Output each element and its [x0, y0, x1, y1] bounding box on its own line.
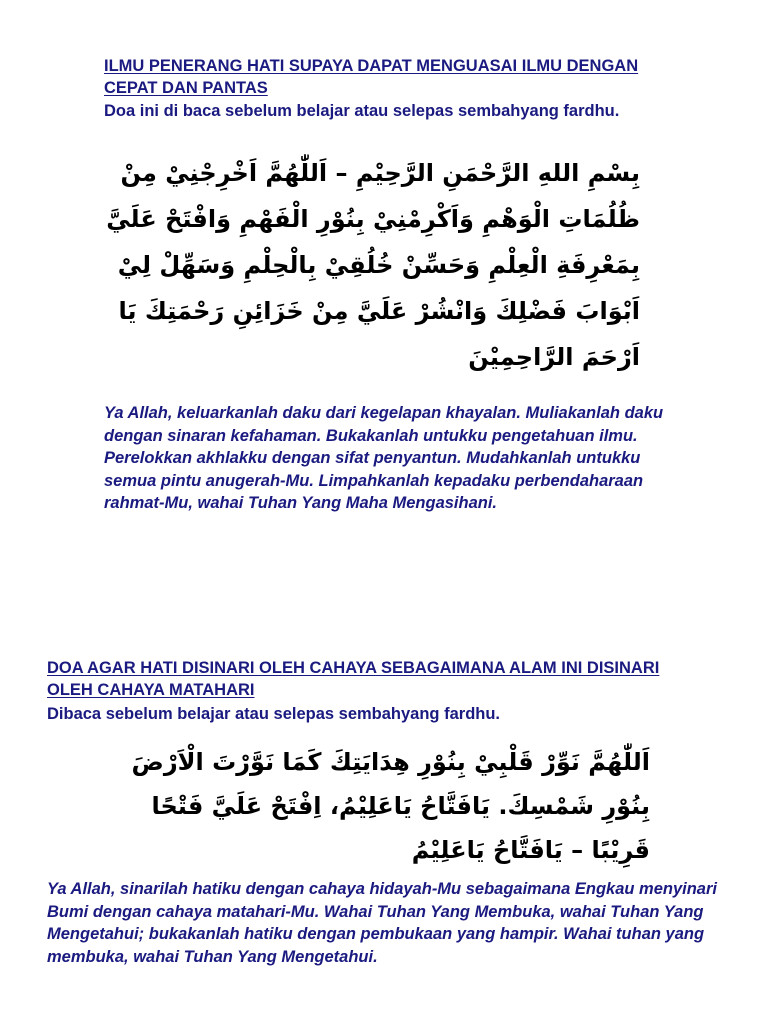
arabic-prayer-text: اَللّٰهُمَّ نَوِّرْ قَلْبِيْ بِنُوْرِ هِدَايَتِكَ كَمَا نَوَّرْتَ الْاَرْضَ بِنُوْرِ شَمْسِكَ. يَافَتَّاحُ يَاعَلِيْمُ، اِفْتَحْ عَلَيَّ فَتْحًا قَرِيْبًا – يَافَتَّاحُ يَاعَلِيْمُ — [131, 748, 650, 864]
section-title: DOA AGAR HATI DISINARI OLEH CAHAYA SEBAGAIMANA ALAM INI DISINARI OLEH CAHAYA MATAHARI — [47, 659, 660, 699]
section-instruction: Dibaca sebelum belajar atau selepas sembahyang fardhu. — [47, 705, 501, 723]
prayer-translation: Ya Allah, keluarkanlah daku dari kegelapan khayalan. Muliakanlah daku dengan sinaran kefahaman. Bukakanlah untukku pengetahuan ilmu. Perelokkan akhlakku dengan sifat penyantun. Mudahkanlah untukku semua pintu anugerah-Mu. Limpahkanlah kepadaku perbendaharaan rahmat-Mu, wahai Tuhan Yang Maha Mengasihani. — [104, 404, 664, 512]
prayer-translation: Ya Allah, sinarilah hatiku dengan cahaya hidayah-Mu sebagaimana Engkau menyinari Bumi dengan cahaya matahari-Mu. Wahai Tuhan Yang Membuka, wahai Tuhan Yang Mengetahui; bukakanlah hatiku dengan pembukaan yang hampir. Wahai tuhan yang membuka, wahai Tuhan Yang Mengetahui. — [47, 880, 717, 966]
section-instruction: Doa ini di baca sebelum belajar atau selepas sembahyang fardhu. — [104, 102, 620, 120]
section-title: ILMU PENERANG HATI SUPAYA DAPAT MENGUASAI ILMU DENGAN CEPAT DAN PANTAS — [104, 57, 639, 97]
arabic-prayer-text: بِسْمِ اللهِ الرَّحْمَنِ الرَّحِيْمِ – اَللّٰهُمَّ اَخْرِجْنِيْ مِنْ ظُلُمَاتِ الْوَهْمِ وَاَكْرِمْنِيْ بِنُوْرِ الْفَهْمِ وَافْتَحْ عَلَيَّ بِمَعْرِفَةِ الْعِلْمِ وَحَسِّنْ خُلُقِيْ بِالْحِلْمِ وَسَهِّلْ لِيْ اَبْوَابَ فَضْلِكَ وَانْشُرْ عَلَيَّ مِنْ خَزَائِنِ رَحْمَتِكَ يَا اَرْحَمَ الرَّاحِمِيْنَ — [106, 159, 640, 371]
